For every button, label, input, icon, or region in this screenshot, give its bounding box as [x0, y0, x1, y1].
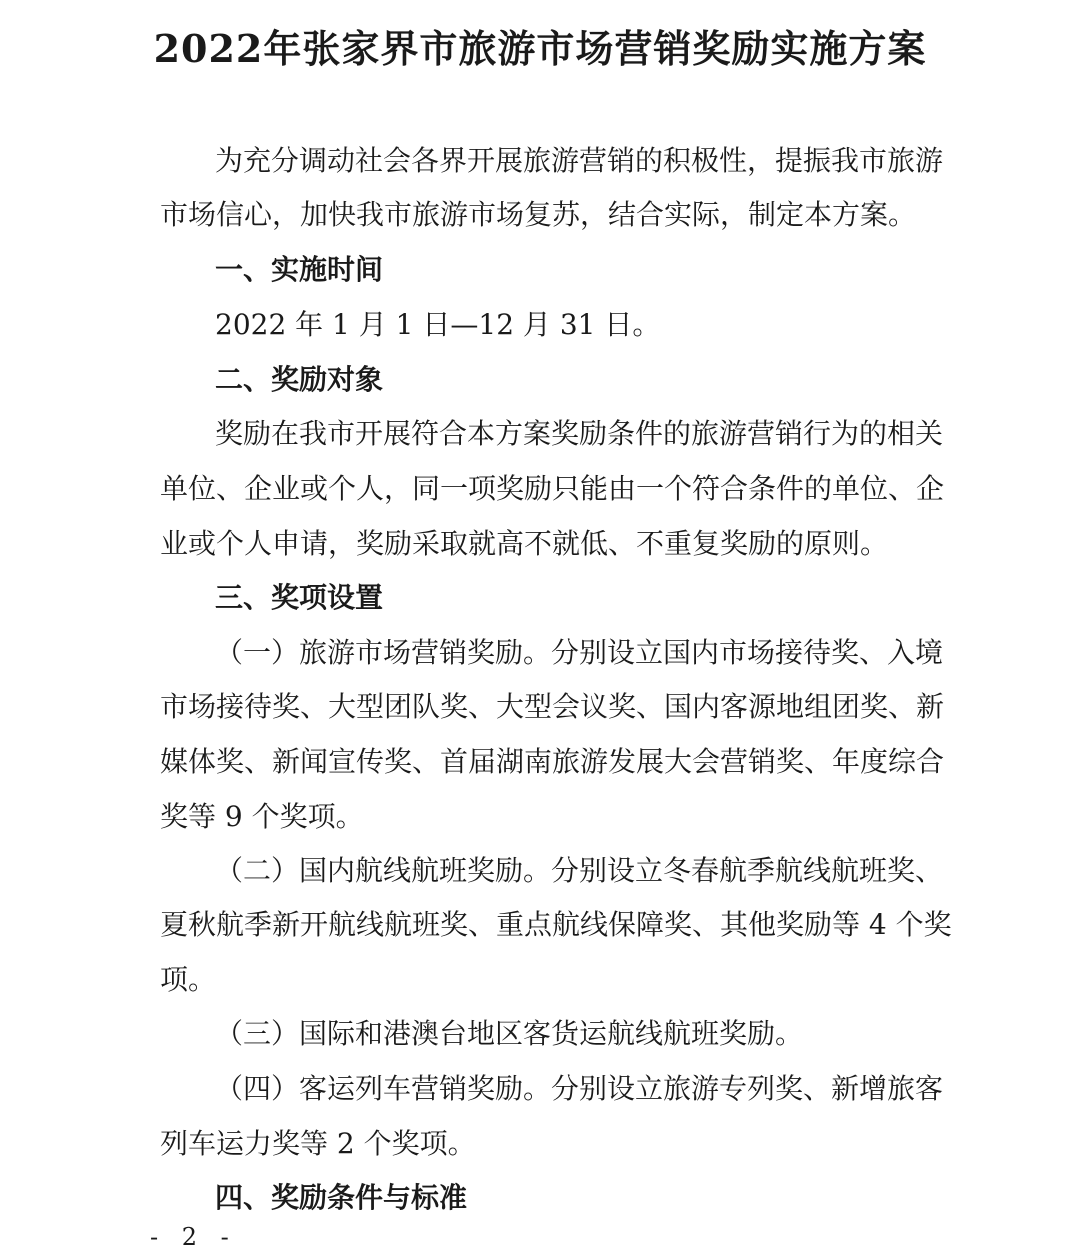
item-2-line-2: 夏秋航季新开航线航班奖、重点航线保障奖、其他奖励等 4 个奖	[160, 908, 952, 941]
item-4-line-1: （四）客运列车营销奖励。分别设立旅游专列奖、新增旅客	[215, 1072, 944, 1105]
item-2-line-1: （二）国内航线航班奖励。分别设立冬春航季航线航班奖、	[215, 854, 944, 887]
page-number: - 2 -	[150, 1223, 237, 1251]
item-1-line-4: 奖等 9 个奖项。	[160, 800, 364, 833]
section-heading-4: 四、奖励条件与标准	[215, 1181, 468, 1214]
item-3-line-1: （三）国际和港澳台地区客货运航线航班奖励。	[215, 1017, 804, 1050]
item-4-line-2: 列车运力奖等 2 个奖项。	[160, 1127, 476, 1160]
item-1-line-3: 媒体奖、新闻宣传奖、首届湖南旅游发展大会营销奖、年度综合	[160, 745, 945, 778]
section-heading-2: 二、奖励对象	[215, 363, 384, 396]
section-1-text: 2022 年 1 月 1 日—12 月 31 日。	[215, 308, 661, 341]
item-2-line-3: 项。	[160, 963, 217, 996]
section-2-line-1: 奖励在我市开展符合本方案奖励条件的旅游营销行为的相关	[215, 417, 944, 450]
intro-paragraph-line-1: 为充分调动社会各界开展旅游营销的积极性，提振我市旅游	[215, 144, 944, 177]
section-heading-1: 一、实施时间	[215, 253, 384, 286]
section-heading-3: 三、奖项设置	[215, 581, 384, 614]
section-2-line-3: 业或个人申请，奖励采取就高不就低、不重复奖励的原则。	[160, 527, 889, 560]
intro-paragraph-line-2: 市场信心，加快我市旅游市场复苏，结合实际，制定本方案。	[160, 198, 917, 231]
item-1-line-2: 市场接待奖、大型团队奖、大型会议奖、国内客源地组团奖、新	[160, 690, 945, 723]
item-1-line-1: （一）旅游市场营销奖励。分别设立国内市场接待奖、入境	[215, 636, 944, 669]
section-2-line-2: 单位、企业或个人，同一项奖励只能由一个符合条件的单位、企	[160, 472, 945, 505]
document-title: 2022年张家界市旅游市场营销奖励实施方案	[153, 26, 927, 71]
